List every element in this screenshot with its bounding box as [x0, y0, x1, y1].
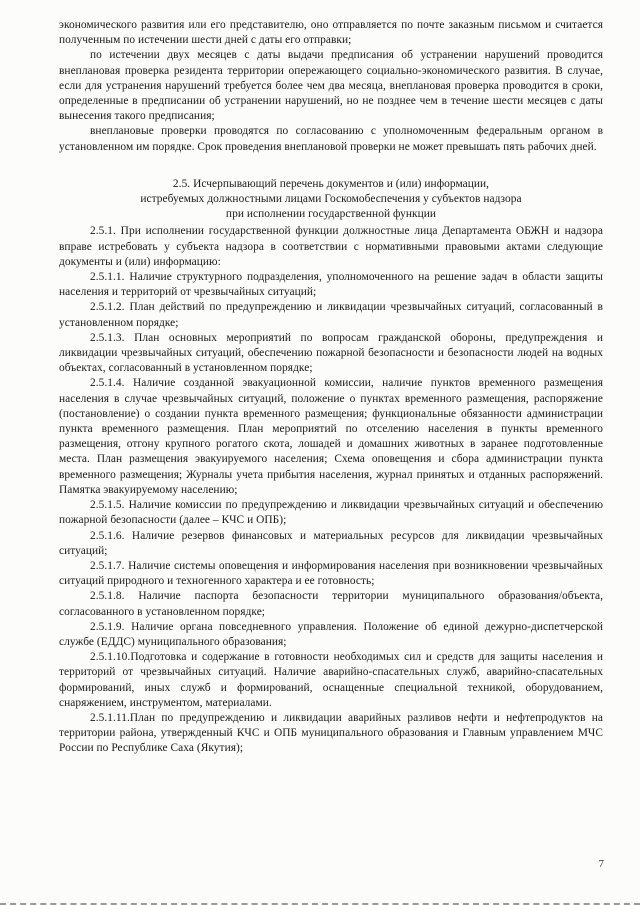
paragraph: 2.5.1.4. Наличие созданной эвакуационной комиссии, наличие пунктов временного размещения населения в случае чрезвычайных ситуаций, положение о пунктах временного размещения, распоряжение (постановление) о создании пункта временного размещения; функциональные обязанности администрации пункта временного размещения. План мероприятий по отселению населения в пункты временного размещения, отгону крупного рогатого скота, лошадей и домашних животных в заранее подготовленные места. План размещения эвакуируемого населения; Схема оповещения и сбора администрации пункта временного размещения; Журналы учета прибытия населения, журнал принятых и отданных распоряжений. Памятка эвакуируемому населению;	[59, 377, 603, 496]
paragraph: 2.5.1.3. План основных мероприятий по вопросам гражданской обороны, предупреждения и ликвидации чрезвычайных ситуаций, обеспечению пожарной безопасности и безопасности людей на водных объектах, согласованный в установленном порядке;	[59, 331, 603, 375]
paragraph: 2.5.1.1. Наличие структурного подразделения, уполномоченного на решение задач в области защиты населения и территорий от чрезвычайных ситуаций;	[59, 271, 603, 299]
section-heading	[59, 177, 603, 223]
paragraph: 2.5.1.5. Наличие комиссии по предупреждению и ликвидации чрезвычайных ситуаций и обеспечению пожарной безопасности (далее – КЧС и ОПБ);	[59, 499, 603, 527]
paragraph: по истечении двух месяцев с даты выдачи предписания об устранении нарушений проводится внеплановая проверка резидента территории опережающего социально-экономического развития. В случае, если для устранения нарушений требуется более чем два месяца, внеплановая проверка проводится в сроки, определенные в предписании об устранении нарушений, но не позднее чем в течение шести месяцев с даты вынесения такого предписания;	[59, 49, 603, 123]
paragraph: 2.5.1.7. Наличие системы оповещения и информирования населения при возникновении чрезвычайных ситуаций природного и техногенного характера и ее готовность;	[59, 559, 603, 588]
paragraph: 2.5.1.10.Подготовка и содержание в готовности необходимых сил и средств для защиты населения и территорий от чрезвычайных ситуаций. Наличие аварийно-спасательных служб, аварийно-спасательных формирований, иных служб и формирований, оснащенные специальной техникой, оборудованием, снаряжением, инструментом, материалами.	[59, 651, 603, 709]
paragraph: 2.5.1.9. Наличие органа повседневного управления. Положение об единой дежурно-диспетчерской службе (ЕДДС) муниципального образования;	[59, 620, 603, 648]
paragraph: 2.5.1.8. Наличие паспорта безопасности территории муниципального образования/объекта, согласованного в установленном порядке;	[59, 590, 603, 618]
section-heading-line: при исполнении государственной функции	[225, 208, 437, 221]
paragraph: 2.5.1.6. Наличие резервов финансовых и материальных ресурсов для ликвидации чрезвычайных ситуаций;	[59, 529, 603, 557]
paragraph: 2.5.1.2. План действий по предупреждению и ликвидации чрезвычайных ситуаций, согласованный в установленном порядке;	[59, 301, 603, 329]
document-body	[59, 18, 603, 757]
section-heading-line: истребуемых должностными лицами Госкомобеспечения у субъектов надзора	[140, 193, 522, 206]
section-heading-line: 2.5. Исчерпывающий перечень документов и (или) информации,	[172, 177, 490, 190]
page-number: 7	[598, 858, 604, 870]
paragraph: 2.5.1. При исполнении государственной функции должностные лица Департамента ОБЖН и надзора вправе истребовать у субъекта надзора в соответствии с нормативными правовыми актами следующие документы и (или) информацию:	[59, 225, 603, 268]
paragraph: внеплановые проверки проводятся по согласованию с уполномоченным федеральным органом в установленном им порядке. Срок проведения внеплановой проверки не может превышать пять рабочих дней.	[59, 125, 603, 153]
paragraph: 2.5.1.11.План по предупреждению и ликвидации аварийных разливов нефти и нефтепродуктов на территории района, утвержденный КЧС и ОПБ муниципального образования и Главным управлением МЧС России по Республике Саха (Якутия);	[59, 711, 603, 755]
paragraph: экономического развития или его представителю, оно отправляется по почте заказным письмом и считается полученным по истечении шести дней с даты его отправки;	[59, 19, 603, 47]
